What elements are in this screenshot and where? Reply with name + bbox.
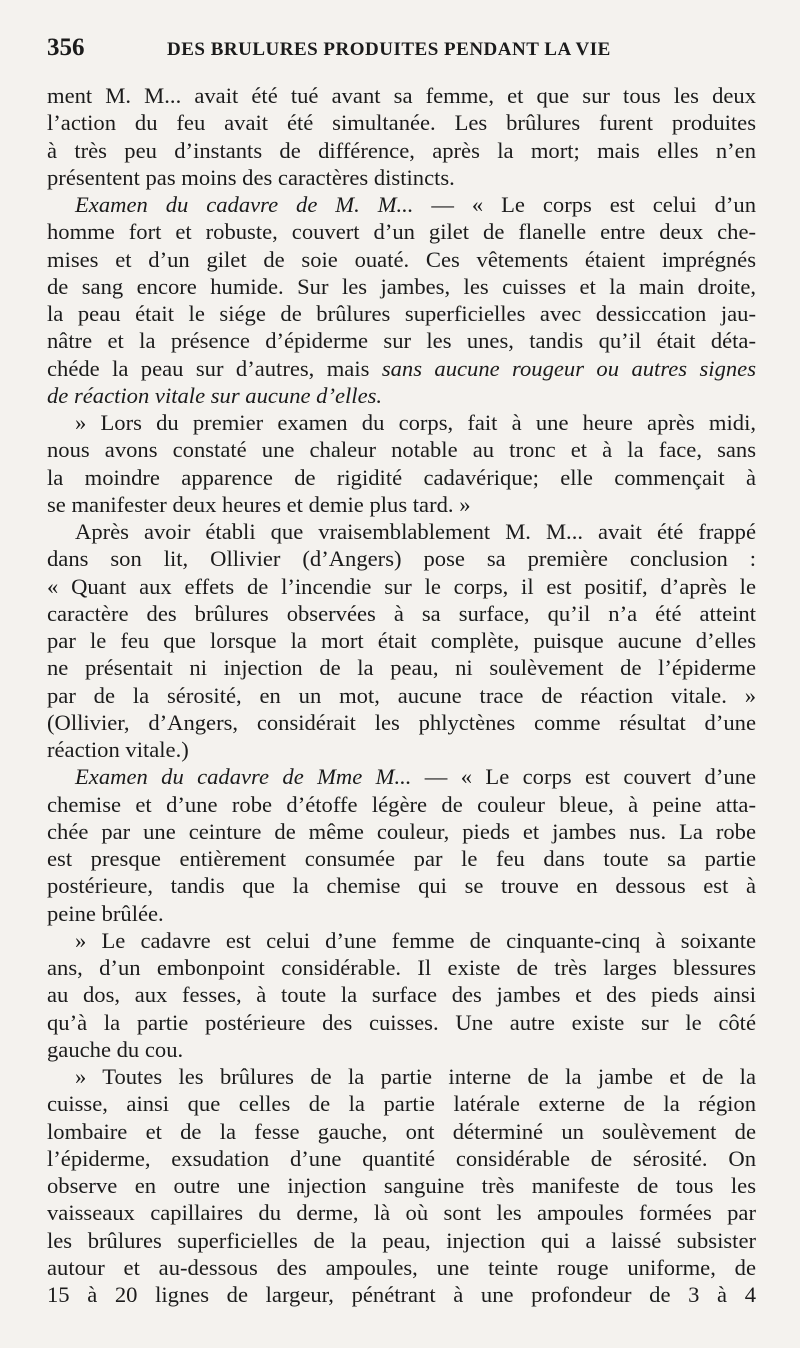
text-line: mises et d’un gilet de soie ouaté. Ces vêtements étaient imprégnés [47, 246, 756, 272]
text-line: peine brûlée. [47, 900, 164, 926]
text-line: ment M. M... avait été tué avant sa femme, et que sur tous les deux [47, 83, 756, 108]
text-line [47, 355, 756, 382]
section-heading-examen-m: Examen du cadavre de M. M... [75, 192, 414, 217]
text-line: « Quant aux effets de l’incendie sur le corps, il est positif, d’après le [47, 573, 756, 599]
section-heading-examen-mme: Examen du cadavre de Mme M... [75, 764, 412, 790]
text-line: caractère des brûlures observées à sa surface, qu’il n’a été atteint [47, 600, 756, 626]
text-line: observe en outre une injection sanguine très manifeste de tous les [47, 1173, 756, 1198]
text-line: chemise et d’une robe d’étoffe légère de couleur bleue, à peine atta- [47, 791, 756, 817]
text-line: la peau était le siége de brûlures superficielles avec dessiccation jau- [47, 301, 756, 326]
text-line: vaisseaux capillaires du derme, là où sont les ampoules formées par [47, 1200, 756, 1226]
text-line [47, 763, 756, 790]
text-line: ans, d’un embonpoint considérable. Il existe de très larges blessures [47, 955, 756, 980]
text-line: Après avoir établi que vraisemblablement M. M... avait été frappé [75, 519, 756, 544]
text-line: de réaction vitale sur aucune d’elles. [47, 382, 383, 408]
text-line: réaction vitale.) [47, 737, 189, 762]
text-line: homme fort et robuste, couvert d’un gilet de flanelle entre deux che- [47, 219, 756, 245]
text-line: l’action du feu avait été simultanée. Les brûlures furent produites [47, 110, 756, 136]
body-text [47, 82, 756, 1308]
text-line: 15 à 20 lignes de largeur, pénétrant à une profondeur de 3 à 4 [47, 1282, 756, 1307]
text-line: chée par une ceinture de même couleur, pieds et jambes nus. La robe [47, 818, 756, 844]
text-line: de sang encore humide. Sur les jambes, les cuisses et la main droite, [47, 273, 756, 299]
text-line: les brûlures superficielles de la peau, injection qui a laissé subsister [47, 1227, 756, 1253]
text-span: — « Le corps est couvert d’une [411, 764, 756, 790]
text-line [47, 191, 756, 218]
text-line: autour et au-dessous des ampoules, une teinte rouge uniforme, de [47, 1254, 756, 1280]
text-line: à très peu d’instants de différence, après la mort; mais elles n’en [47, 137, 756, 163]
text-line: lombaire et de la fesse gauche, ont déterminé un soulèvement de [47, 1118, 756, 1144]
text-line: nous avons constaté une chaleur notable au tronc et à la face, sans [47, 437, 756, 463]
text-line: (Ollivier, d’Angers, considérait les phlyctènes comme résultat d’une [47, 709, 756, 735]
text-line: » Lors du premier examen du corps, fait à une heure après midi, [75, 410, 756, 435]
page-number: 356 [47, 34, 85, 61]
text-line: nâtre et la présence d’épiderme sur les unes, tandis qu’il était déta- [47, 328, 756, 354]
text-line: cuisse, ainsi que celles de la partie latérale externe de la région [47, 1091, 756, 1117]
text-line: se manifester deux heures et demie plus tard. » [47, 491, 471, 517]
text-line: » Toutes les brûlures de la partie interne de la jambe et de la [75, 1064, 756, 1089]
text-line: par le feu que lorsque la mort était complète, puisque aucune d’elles [47, 628, 756, 653]
text-span: — « Le corps est celui d’un [413, 192, 756, 217]
text-line: la moindre apparence de rigidité cadavérique; elle commençait à [47, 464, 756, 490]
text-line: par de la sérosité, en un mot, aucune trace de réaction vitale. » [47, 682, 756, 708]
italic-span: sans aucune rougeur ou autres signes [381, 355, 756, 381]
text-line: présentent pas moins des caractères distincts. [47, 164, 455, 190]
text-line: dans son lit, Ollivier (d’Angers) pose sa première conclusion : [47, 546, 756, 572]
text-line: postérieure, tandis que la chemise qui se trouve en dessous est à [47, 873, 756, 899]
running-title: DES BRULURES PRODUITES PENDANT LA VIE [167, 39, 611, 60]
text-line: qu’à la partie postérieure des cuisses. Une autre existe sur le côté [47, 1009, 756, 1035]
text-line: au dos, aux fesses, à toute la surface des jambes et des pieds ainsi [47, 982, 756, 1008]
text-line: ne présentait ni injection de la peau, ni soulèvement de l’épiderme [47, 655, 756, 681]
text-line: » Le cadavre est celui d’une femme de cinquante-cinq à soixante [75, 927, 756, 953]
text-line: est presque entièrement consumée par le feu dans toute sa partie [47, 846, 756, 871]
running-head [47, 34, 756, 72]
text-line: l’épiderme, exsudation d’une quantité considérable de sérosité. On [47, 1145, 756, 1171]
text-span: chéde la peau sur d’autres, mais [47, 355, 382, 381]
text-line: gauche du cou. [47, 1036, 184, 1062]
